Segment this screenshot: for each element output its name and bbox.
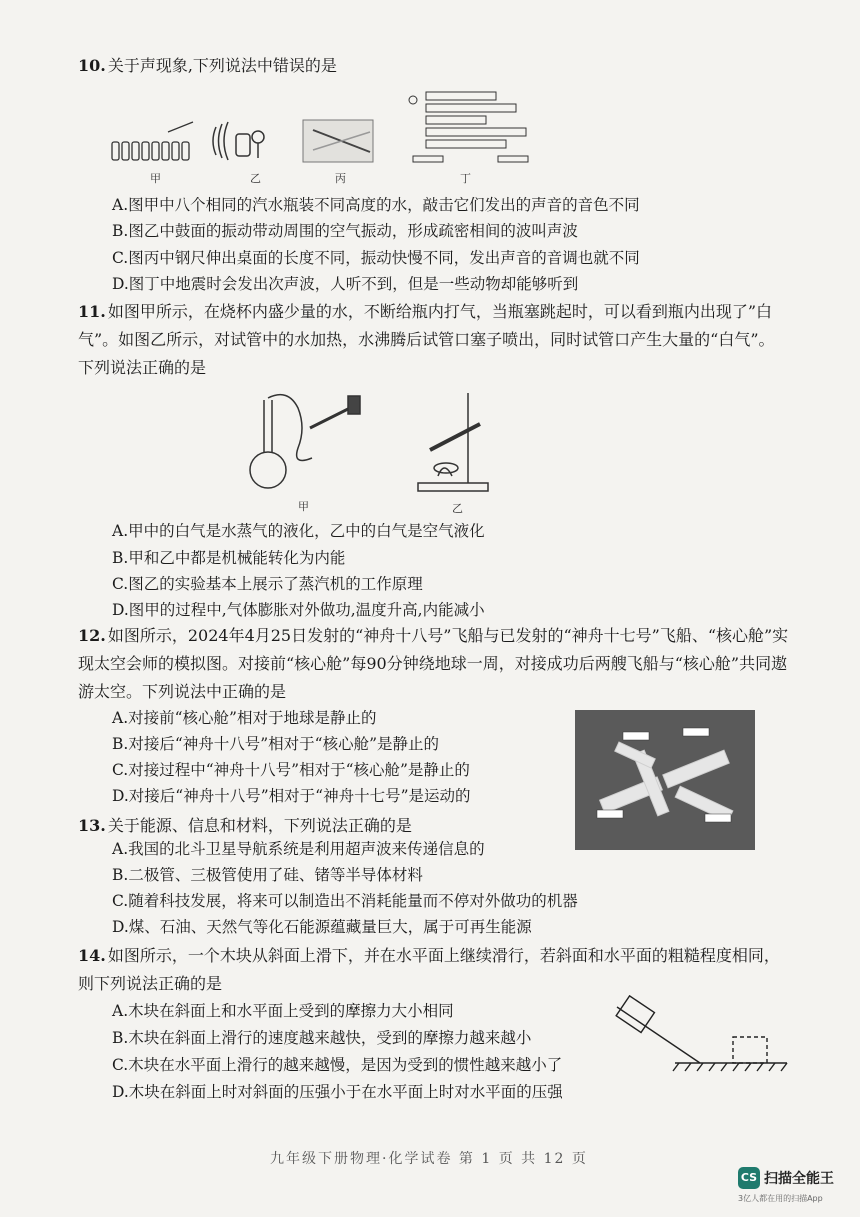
drum-figure xyxy=(213,122,264,160)
scanner-name: 扫描全能王 xyxy=(764,1171,834,1187)
page-footer: 九年级下册物理·化学试卷 第 1 页 共 12 页 xyxy=(270,1151,588,1167)
option-b: B.图乙中鼓面的振动带动周围的空气振动，形成疏密相间的波叫声波 xyxy=(112,222,578,240)
question-stem: 关于能源、信息和材料，下列说法正确的是 xyxy=(107,816,412,835)
question-number: 10. xyxy=(78,56,106,75)
option-c: C.图丙中钢尺伸出桌面的长度不同，振动快慢不同，发出声音的音调也就不同 xyxy=(112,249,640,267)
option-b: B.二极管、三极管使用了硅、锗等半导体材料 xyxy=(112,866,423,884)
question-stem: 如图甲所示，在烧杯内盛少量的水，不断给瓶内打气，当瓶塞跳起时，可以看到瓶内出现了”白气”。如图乙所示，对试管中的水加热，水沸腾后试管口塞子喷出，同时试管口产生大量的“白气”。下列说法正确的是 xyxy=(78,302,775,377)
q11-figures xyxy=(240,388,500,498)
figure-label: 丙 xyxy=(335,172,346,185)
question-stem: 如图所示，一个木块从斜面上滑下，并在水平面上继续滑行，若斜面和水平面的粗糙程度相同，则下列说法正确的是 xyxy=(78,946,780,993)
figure-label: 乙 xyxy=(250,172,261,185)
scanner-tagline: 3亿人都在用的扫描App xyxy=(738,1194,823,1203)
option-d: D.对接后“神舟十八号”相对于“神舟十七号”是运动的 xyxy=(112,787,471,805)
option-d: D.煤、石油、天然气等化石能源蕴藏量巨大，属于可再生能源 xyxy=(112,918,532,936)
question-14 xyxy=(78,942,790,998)
option-b: B.对接后“神舟十八号”相对于“核心舱”是静止的 xyxy=(112,735,440,753)
figure-label: 乙 xyxy=(452,502,463,515)
option-b: B.木块在斜面上滑行的速度越来越快，受到的摩擦力越来越小 xyxy=(112,1029,532,1047)
test-tube-heating-figure xyxy=(418,393,488,491)
ruler-figure xyxy=(303,120,373,162)
bottles-figure xyxy=(112,122,193,160)
option-a: A.甲中的白气是水蒸气的液化，乙中的白气是空气液化 xyxy=(112,522,485,540)
infrasound-figure xyxy=(409,92,528,162)
option-d: D.图甲的过程中,气体膨胀对外做功,温度升高,内能减小 xyxy=(112,601,485,619)
option-c: C.随着科技发展，将来可以制造出不消耗能量而不停对外做功的机器 xyxy=(112,892,578,910)
scanner-watermark xyxy=(738,1167,850,1207)
question-number: 11. xyxy=(78,302,106,321)
camscanner-logo-icon: CS xyxy=(738,1167,760,1189)
question-stem: 如图所示，2024年4月25日发射的“神舟十八号”飞船与已发射的“神舟十七号”飞船、“核心舱”实现太空会师的模拟图。对接前“核心舱”每90分钟绕地球一周，对接成功后两艘飞船与“核心舱”共同遨游太空。下列说法中正确的是 xyxy=(78,626,789,701)
question-stem: 关于声现象,下列说法中错误的是 xyxy=(107,56,337,75)
figure-label: 甲 xyxy=(298,500,309,513)
option-a: A.我国的北斗卫星导航系统是利用超声波来传递信息的 xyxy=(112,840,485,858)
option-d: D.木块在斜面上时对斜面的压强小于在水平面上时对水平面的压强 xyxy=(112,1083,563,1101)
question-number: 14. xyxy=(78,946,106,965)
q10-figures xyxy=(108,82,548,182)
option-d: D.图丁中地震时会发出次声波，人听不到，但是一些动物却能够听到 xyxy=(112,275,579,293)
question-number: 13. xyxy=(78,816,106,835)
figure-label: 甲 xyxy=(150,172,161,185)
flask-pump-figure xyxy=(250,395,360,488)
option-b: B.甲和乙中都是机械能转化为内能 xyxy=(112,549,346,567)
option-a: A.木块在斜面上和水平面上受到的摩擦力大小相同 xyxy=(112,1002,454,1020)
question-10 xyxy=(78,52,790,80)
option-a: A.图甲中八个相同的汽水瓶装不同高度的水，敲击它们发出的声音的音色不同 xyxy=(112,196,640,214)
figure-label: 丁 xyxy=(460,172,471,185)
option-a: A.对接前“核心舱”相对于地球是静止的 xyxy=(112,709,377,727)
question-number: 12. xyxy=(78,626,106,645)
question-12 xyxy=(78,622,790,706)
option-c: C.图乙的实验基本上展示了蒸汽机的工作原理 xyxy=(112,575,423,593)
question-11 xyxy=(78,298,790,382)
option-c: C.对接过程中“神舟十八号”相对于“核心舱”是静止的 xyxy=(112,761,470,779)
option-c: C.木块在水平面上滑行的越来越慢，是因为受到的惯性越来越小了 xyxy=(112,1056,563,1074)
incline-block-figure xyxy=(605,995,790,1080)
